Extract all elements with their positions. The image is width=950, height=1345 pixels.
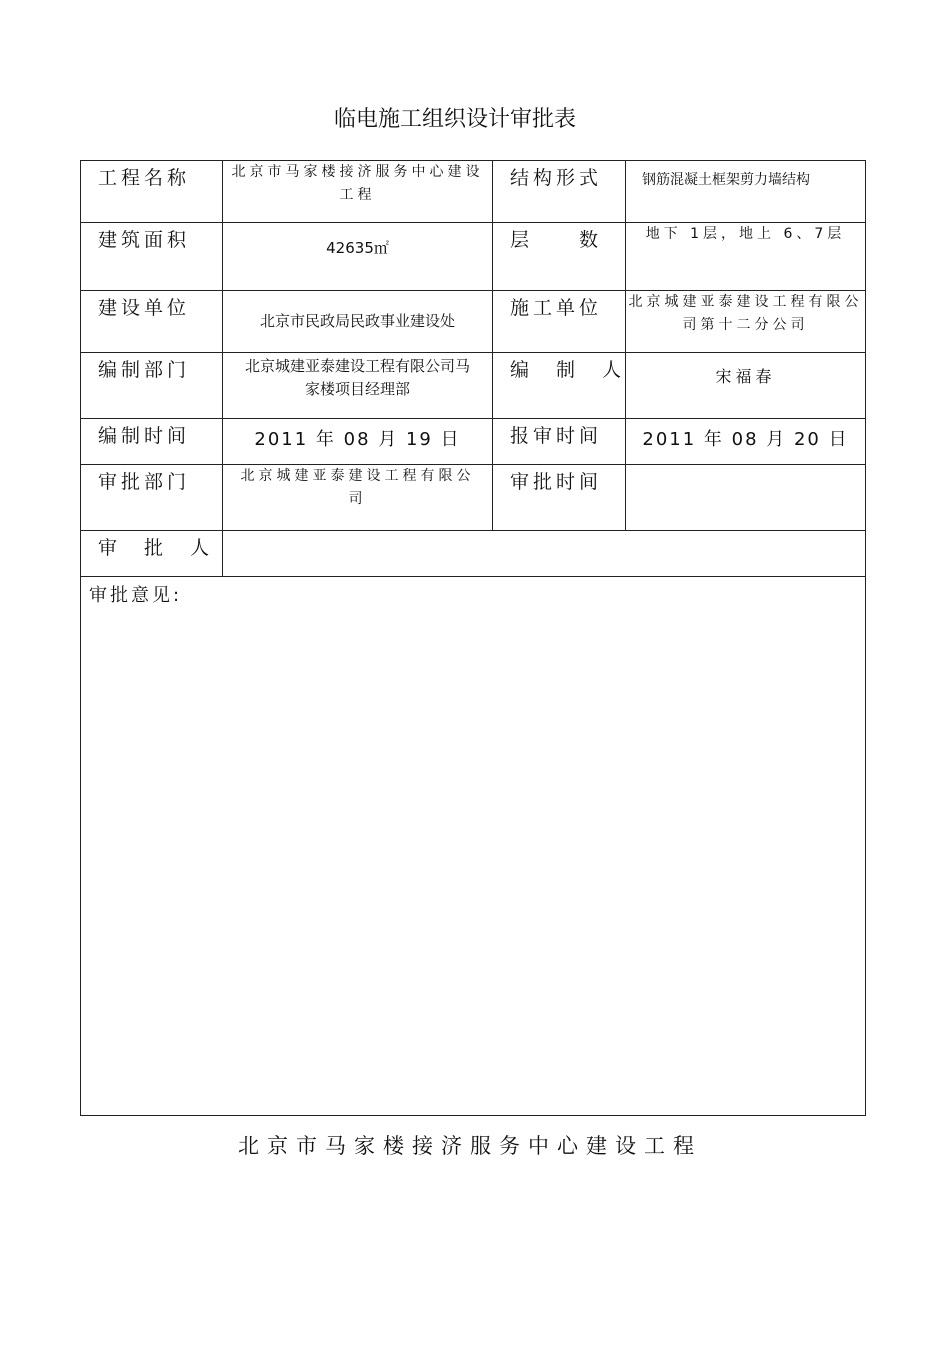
submit-time-label: 报审时间 — [493, 419, 626, 465]
developer-label: 建设单位 — [81, 291, 223, 353]
table-row — [81, 291, 866, 353]
table-row — [81, 531, 866, 577]
opinion-label: 审批意见: — [89, 585, 183, 606]
structure-label: 结构形式 — [493, 161, 626, 223]
project-name-label: 工程名称 — [81, 161, 223, 223]
table-row — [81, 465, 866, 531]
approve-dept-value: 北京城建亚泰建设工程有限公司 — [223, 465, 493, 531]
compile-time-label: 编制时间 — [81, 419, 223, 465]
compile-time-value: 2011 年 08 月 19 日 — [223, 419, 493, 465]
area-label: 建筑面积 — [81, 223, 223, 291]
contractor-label: 施工单位 — [493, 291, 626, 353]
table-row — [81, 419, 866, 465]
area-value: 42635㎡ — [326, 239, 389, 257]
approve-time-label: 审批时间 — [493, 465, 626, 531]
approve-time-value[interactable] — [626, 465, 866, 531]
dept-value: 北京城建亚泰建设工程有限公司马家楼项目经理部 — [223, 353, 493, 419]
approval-table — [80, 160, 866, 1116]
approver-value[interactable] — [223, 531, 866, 577]
table-row — [81, 353, 866, 419]
submit-time-value: 2011 年 08 月 20 日 — [626, 419, 866, 465]
table-row — [81, 223, 866, 291]
structure-value: 钢筋混凝土框架剪力墙结构 — [626, 161, 866, 223]
approve-dept-label: 审批部门 — [81, 465, 223, 531]
floors-label: 层 数 — [493, 223, 626, 291]
contractor-value: 北京城建亚泰建设工程有限公司第十二分公司 — [626, 291, 866, 353]
author-value: 宋福春 — [626, 353, 866, 419]
opinion-box[interactable] — [81, 577, 866, 1116]
dept-label: 编制部门 — [81, 353, 223, 419]
table-row — [81, 577, 866, 1116]
footer-project-name: 北京市马家楼接济服务中心建设工程 — [238, 1134, 702, 1158]
floors-value: 地下 1层，地上 6、7层 — [626, 223, 866, 291]
project-name-value: 北京市马家楼接济服务中心建设工程 — [223, 161, 493, 223]
approver-label: 审 批 人 — [81, 531, 223, 577]
table-row — [81, 161, 866, 223]
developer-value: 北京市民政局民政事业建设处 — [223, 291, 493, 353]
area-cell — [223, 223, 493, 291]
author-label: 编 制 人 — [493, 353, 626, 419]
form-title: 临电施工组织设计审批表 — [333, 107, 576, 132]
